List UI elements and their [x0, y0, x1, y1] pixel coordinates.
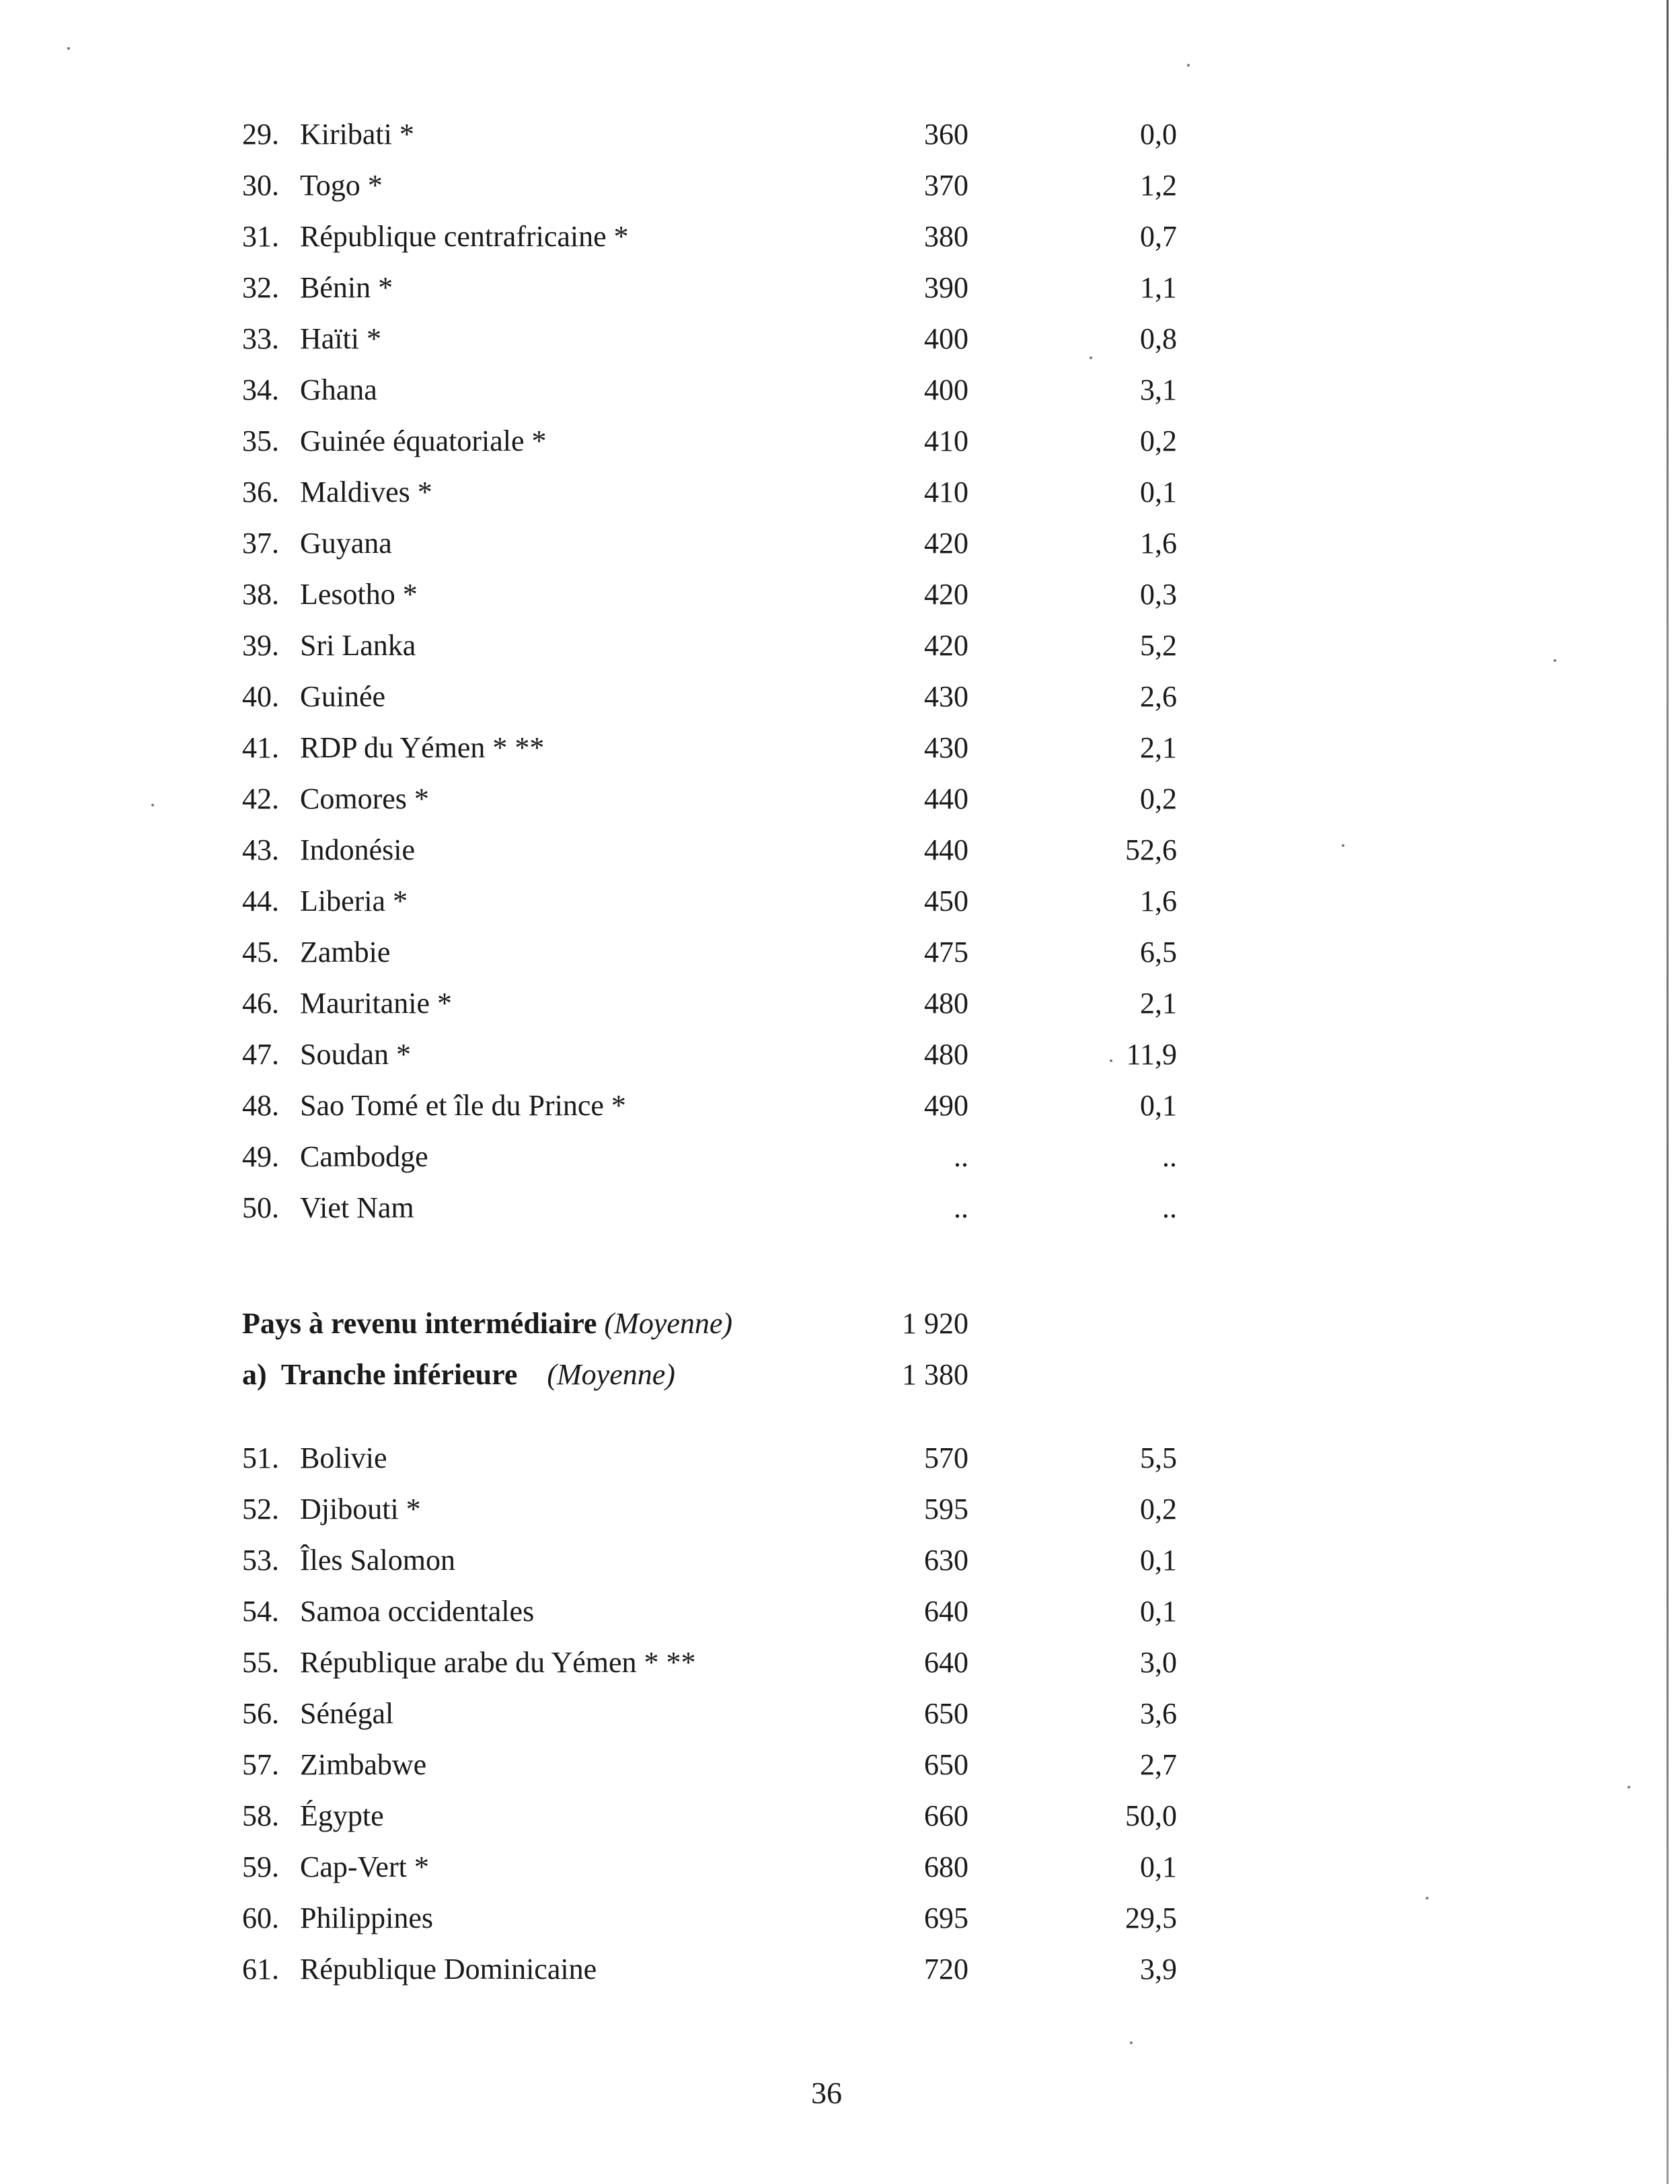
table-row — [242, 1893, 1217, 1944]
gnp-per-capita-value: 370 — [924, 169, 968, 202]
page-number: 36 — [811, 2076, 842, 2110]
country-name: Guinée équatoriale * — [300, 424, 547, 457]
country-name: Samoa occidentales — [300, 1595, 535, 1628]
row-number: 32. — [242, 271, 279, 304]
table-row — [242, 620, 1217, 671]
gnp-per-capita-value: .. — [954, 1191, 968, 1224]
table-row — [242, 774, 1217, 825]
gnp-per-capita-value: 650 — [924, 1697, 968, 1730]
row-number: 34. — [242, 373, 279, 406]
country-name: Bolivie — [300, 1441, 387, 1474]
gnp-per-capita-value: 410 — [924, 476, 968, 509]
row-number: 51. — [242, 1441, 279, 1474]
table-row — [242, 1029, 1217, 1080]
row-number: 43. — [242, 833, 279, 866]
scan-speck — [1628, 1786, 1630, 1788]
row-number: 55. — [242, 1646, 279, 1679]
row-number: 41. — [242, 731, 279, 764]
gnp-per-capita-value: 480 — [924, 987, 968, 1020]
gnp-per-capita-value: 650 — [924, 1748, 968, 1781]
row-number: 45. — [242, 936, 279, 969]
population-value: 50,0 — [1125, 1799, 1177, 1832]
scan-speck — [1554, 659, 1556, 662]
scan-speck — [1187, 64, 1190, 67]
population-value: .. — [1162, 1191, 1177, 1224]
country-name: Haïti * — [300, 322, 381, 355]
row-number: 30. — [242, 169, 279, 202]
country-name: Guyana — [300, 527, 392, 560]
country-name: Zambie — [300, 936, 391, 969]
gnp-per-capita-value: 490 — [924, 1089, 968, 1122]
gnp-per-capita-value: .. — [954, 1140, 968, 1173]
population-value: 0,3 — [1140, 578, 1177, 611]
table-row — [242, 1791, 1217, 1842]
population-value: 1,2 — [1140, 169, 1177, 202]
country-name: Zimbabwe — [300, 1748, 427, 1781]
country-name: Sri Lanka — [300, 629, 416, 662]
scan-speck — [1130, 2041, 1133, 2044]
country-name: Mauritanie * — [300, 987, 453, 1020]
country-name: RDP du Yémen * ** — [300, 731, 545, 764]
table-row — [242, 1944, 1217, 1995]
table-row — [242, 671, 1217, 722]
row-number: 57. — [242, 1748, 279, 1781]
population-value: 0,0 — [1140, 118, 1177, 151]
lower-tranche-label: a) Tranche inférieure (Moyenne) — [242, 1358, 675, 1391]
country-name: Lesotho * — [300, 578, 418, 611]
gnp-per-capita-value: 595 — [924, 1493, 968, 1526]
country-name: Djibouti * — [300, 1493, 421, 1526]
table-row — [242, 1433, 1217, 1484]
population-value: 1,6 — [1140, 527, 1177, 560]
low-income-country-table — [242, 109, 1217, 1234]
table-row — [242, 1182, 1217, 1234]
lower-tranche-heading — [242, 1349, 1217, 1400]
scan-speck — [151, 804, 154, 806]
row-number: 47. — [242, 1038, 279, 1071]
population-value: 0,7 — [1140, 220, 1177, 253]
gnp-per-capita-value: 680 — [924, 1850, 968, 1883]
gnp-per-capita-value: 695 — [924, 1901, 968, 1934]
row-number: 52. — [242, 1493, 279, 1526]
income-group-headings — [242, 1298, 1217, 1400]
gnp-per-capita-value: 430 — [924, 731, 968, 764]
table-row — [242, 313, 1217, 365]
country-name: Maldives * — [300, 476, 432, 509]
table-row — [242, 211, 1217, 262]
table-row — [242, 927, 1217, 978]
table-row — [242, 876, 1217, 927]
row-number: 40. — [242, 680, 279, 713]
population-value: 11,9 — [1126, 1038, 1177, 1071]
row-number: 61. — [242, 1953, 279, 1986]
row-number: 29. — [242, 118, 279, 151]
gnp-per-capita-value: 640 — [924, 1595, 968, 1628]
population-value: 52,6 — [1125, 833, 1177, 866]
table-row — [242, 416, 1217, 467]
table-row — [242, 1739, 1217, 1791]
row-number: 50. — [242, 1191, 279, 1224]
country-name: Philippines — [300, 1901, 434, 1934]
gnp-per-capita-value: 570 — [924, 1441, 968, 1474]
table-row — [242, 978, 1217, 1029]
table-row — [242, 1080, 1217, 1131]
table-row — [242, 365, 1217, 416]
scan-speck — [1342, 844, 1344, 847]
population-value: .. — [1162, 1140, 1177, 1173]
country-name: Indonésie — [300, 833, 416, 866]
table-row — [242, 1131, 1217, 1182]
table-row — [242, 109, 1217, 160]
row-number: 33. — [242, 322, 279, 355]
country-name: Cap-Vert * — [300, 1850, 429, 1883]
gnp-per-capita-value: 475 — [924, 936, 968, 969]
scan-edge-line — [1667, 0, 1669, 2184]
population-value: 3,0 — [1140, 1646, 1177, 1679]
table-row — [242, 1688, 1217, 1739]
population-value: 1,6 — [1140, 884, 1177, 917]
middle-income-average-value: 1 920 — [902, 1307, 968, 1340]
country-name: Bénin * — [300, 271, 393, 304]
middle-income-label: Pays à revenu intermédiaire (Moyenne) — [242, 1307, 733, 1340]
gnp-per-capita-value: 640 — [924, 1646, 968, 1679]
population-value: 29,5 — [1125, 1901, 1177, 1934]
gnp-per-capita-value: 630 — [924, 1544, 968, 1577]
gnp-per-capita-value: 660 — [924, 1799, 968, 1832]
row-number: 46. — [242, 987, 279, 1020]
table-row — [242, 1842, 1217, 1893]
country-name: République Dominicaine — [300, 1953, 597, 1986]
country-name: Comores * — [300, 782, 429, 815]
scan-speck — [1110, 1059, 1112, 1062]
row-number: 44. — [242, 884, 279, 917]
population-value: 0,2 — [1140, 424, 1177, 457]
row-number: 38. — [242, 578, 279, 611]
scan-speck — [1426, 1897, 1428, 1899]
country-name: Soudan * — [300, 1038, 411, 1071]
gnp-per-capita-value: 410 — [924, 424, 968, 457]
population-value: 0,8 — [1140, 322, 1177, 355]
scan-speck — [67, 47, 70, 50]
population-value: 5,2 — [1140, 629, 1177, 662]
lower-tranche-average-value: 1 380 — [902, 1358, 968, 1391]
table-row — [242, 1637, 1217, 1688]
gnp-per-capita-value: 400 — [924, 373, 968, 406]
row-number: 60. — [242, 1901, 279, 1934]
country-name: République centrafricaine * — [300, 220, 629, 253]
row-number: 36. — [242, 476, 279, 509]
table-row — [242, 518, 1217, 569]
population-value: 0,2 — [1140, 1493, 1177, 1526]
population-value: 2,7 — [1140, 1748, 1177, 1781]
population-value: 6,5 — [1140, 936, 1177, 969]
row-number: 42. — [242, 782, 279, 815]
gnp-per-capita-value: 440 — [924, 782, 968, 815]
table-row — [242, 722, 1217, 774]
population-value: 0,1 — [1140, 1089, 1177, 1122]
row-number: 58. — [242, 1799, 279, 1832]
table-row — [242, 1535, 1217, 1586]
gnp-per-capita-value: 420 — [924, 578, 968, 611]
country-name: Sao Tomé et île du Prince * — [300, 1089, 626, 1122]
population-value: 3,6 — [1140, 1697, 1177, 1730]
row-number: 54. — [242, 1595, 279, 1628]
table-row — [242, 825, 1217, 876]
country-name: Îles Salomon — [300, 1544, 455, 1577]
table-row — [242, 467, 1217, 518]
population-value: 3,1 — [1140, 373, 1177, 406]
gnp-per-capita-value: 360 — [924, 118, 968, 151]
population-value: 1,1 — [1140, 271, 1177, 304]
population-value: 0,1 — [1140, 1595, 1177, 1628]
gnp-per-capita-value: 720 — [924, 1953, 968, 1986]
gnp-per-capita-value: 430 — [924, 680, 968, 713]
gnp-per-capita-value: 420 — [924, 629, 968, 662]
gnp-per-capita-value: 480 — [924, 1038, 968, 1071]
middle-income-heading — [242, 1298, 1217, 1349]
population-value: 3,9 — [1140, 1953, 1177, 1986]
table-row — [242, 1586, 1217, 1637]
table-row — [242, 569, 1217, 620]
population-value: 0,2 — [1140, 782, 1177, 815]
table-row — [242, 262, 1217, 313]
row-number: 37. — [242, 527, 279, 560]
population-value: 0,1 — [1140, 476, 1177, 509]
lower-middle-income-country-table — [242, 1433, 1217, 1995]
country-name: Égypte — [300, 1799, 384, 1832]
country-name: Sénégal — [300, 1697, 394, 1730]
row-number: 35. — [242, 424, 279, 457]
population-value: 5,5 — [1140, 1441, 1177, 1474]
row-number: 31. — [242, 220, 279, 253]
row-number: 53. — [242, 1544, 279, 1577]
population-value: 2,1 — [1140, 731, 1177, 764]
country-name: Ghana — [300, 373, 377, 406]
gnp-per-capita-value: 450 — [924, 884, 968, 917]
population-value: 2,1 — [1140, 987, 1177, 1020]
row-number: 48. — [242, 1089, 279, 1122]
table-row — [242, 160, 1217, 211]
gnp-per-capita-value: 390 — [924, 271, 968, 304]
gnp-per-capita-value: 380 — [924, 220, 968, 253]
country-name: Viet Nam — [300, 1191, 414, 1224]
country-name: Cambodge — [300, 1140, 428, 1173]
gnp-per-capita-value: 440 — [924, 833, 968, 866]
scan-speck — [1090, 356, 1092, 359]
population-value: 0,1 — [1140, 1850, 1177, 1883]
country-name: République arabe du Yémen * ** — [300, 1646, 696, 1679]
country-name: Kiribati * — [300, 118, 414, 151]
population-value: 0,1 — [1140, 1544, 1177, 1577]
population-value: 2,6 — [1140, 680, 1177, 713]
country-name: Togo * — [300, 169, 383, 202]
country-name: Liberia * — [300, 884, 408, 917]
gnp-per-capita-value: 420 — [924, 527, 968, 560]
row-number: 39. — [242, 629, 279, 662]
country-name: Guinée — [300, 680, 386, 713]
table-row — [242, 1484, 1217, 1535]
row-number: 56. — [242, 1697, 279, 1730]
gnp-per-capita-value: 400 — [924, 322, 968, 355]
row-number: 59. — [242, 1850, 279, 1883]
row-number: 49. — [242, 1140, 279, 1173]
